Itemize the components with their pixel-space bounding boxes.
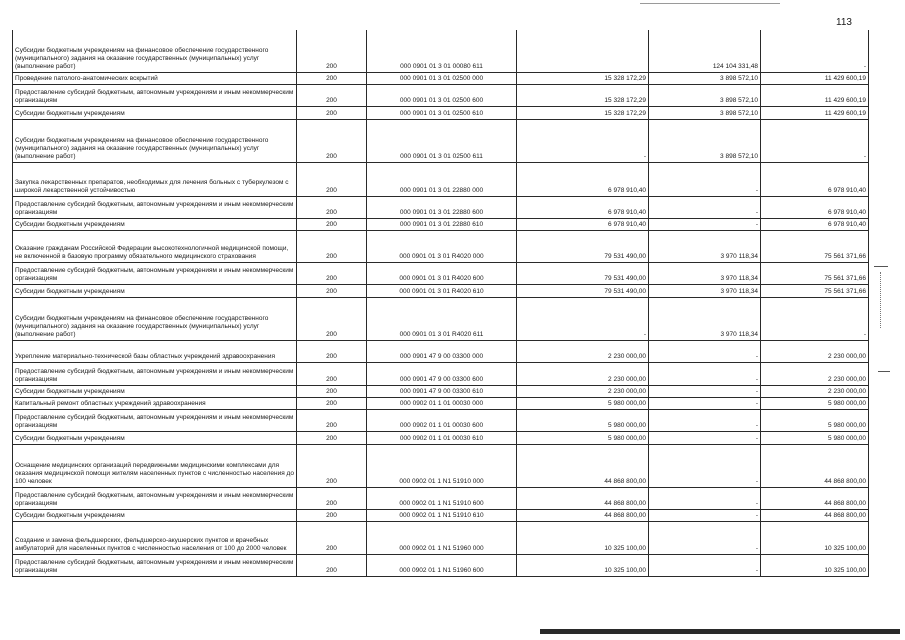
- row-name-cell: Предоставление субсидий бюджетным, автономным учреждениям и иным некоммерческим организациям: [13, 196, 297, 218]
- row-approved-cell: 2 230 000,00: [517, 385, 649, 397]
- row-name-cell: Создание и замена фельдшерских, фельдшерско-акушерских пунктов и врачебных амбулаторий для населенных пунктов с численностью населения от 100 до 2000 человек: [13, 521, 297, 554]
- row-executed-cell: -: [649, 385, 761, 397]
- row-name-cell: Предоставление субсидий бюджетным, автономным учреждениям и иным некоммерческим организациям: [13, 362, 297, 385]
- row-executed-cell: -: [649, 218, 761, 230]
- row-code-cell: 200: [297, 162, 367, 196]
- table-row: [13, 487, 869, 509]
- table-row: [13, 362, 869, 385]
- table-row: [13, 431, 869, 444]
- row-approved-cell: [517, 30, 649, 72]
- row-approved-cell: 15 328 172,29: [517, 72, 649, 84]
- table-row: [13, 119, 869, 162]
- row-executed-cell: -: [649, 444, 761, 487]
- table-body: [13, 30, 869, 576]
- row-name-cell: Субсидии бюджетным учреждениям: [13, 218, 297, 230]
- row-remaining-cell: 44 868 800,00: [761, 487, 869, 509]
- table-row: [13, 509, 869, 521]
- row-name-cell: Субсидии бюджетным учреждениям: [13, 509, 297, 521]
- row-remaining-cell: 11 429 600,19: [761, 84, 869, 106]
- table-row: [13, 30, 869, 72]
- row-name-cell: Субсидии бюджетным учреждениям: [13, 385, 297, 397]
- row-name-cell: Оказание гражданам Российской Федерации высокотехнологичной медицинской помощи, не включенной в базовую программу обязательного медицинского страхования: [13, 230, 297, 262]
- budget-table: [12, 30, 869, 577]
- row-approved-cell: 6 978 910,40: [517, 218, 649, 230]
- row-kbk-cell: 000 0901 01 3 01 02500 610: [367, 106, 517, 119]
- row-remaining-cell: 5 980 000,00: [761, 409, 869, 431]
- scan-edge-line: [640, 3, 780, 4]
- row-approved-cell: -: [517, 119, 649, 162]
- row-executed-cell: -: [649, 487, 761, 509]
- table-row: [13, 554, 869, 576]
- row-name-cell: Закупка лекарственных препаратов, необходимых для лечения больных с туберкулезом с широкой лекарственной устойчивостью: [13, 162, 297, 196]
- row-kbk-cell: 000 0902 01 1 01 00030 000: [367, 397, 517, 409]
- row-kbk-cell: 000 0901 01 3 01 R4020 000: [367, 230, 517, 262]
- row-approved-cell: 2 230 000,00: [517, 362, 649, 385]
- row-kbk-cell: 000 0901 01 3 01 22880 600: [367, 196, 517, 218]
- row-remaining-cell: 6 978 910,40: [761, 196, 869, 218]
- table-row: [13, 385, 869, 397]
- row-approved-cell: 44 868 800,00: [517, 444, 649, 487]
- row-remaining-cell: 10 325 100,00: [761, 521, 869, 554]
- table-row: [13, 297, 869, 340]
- row-executed-cell: -: [649, 362, 761, 385]
- row-code-cell: 200: [297, 230, 367, 262]
- row-kbk-cell: 000 0901 47 9 00 03300 610: [367, 385, 517, 397]
- row-remaining-cell: 6 978 910,40: [761, 218, 869, 230]
- row-executed-cell: -: [649, 162, 761, 196]
- row-code-cell: 200: [297, 385, 367, 397]
- row-approved-cell: 15 328 172,29: [517, 106, 649, 119]
- row-approved-cell: 6 978 910,40: [517, 162, 649, 196]
- table-row: [13, 409, 869, 431]
- row-code-cell: 200: [297, 397, 367, 409]
- row-code-cell: 200: [297, 362, 367, 385]
- row-kbk-cell: 000 0901 47 9 00 03300 600: [367, 362, 517, 385]
- row-kbk-cell: 000 0901 01 3 01 22880 000: [367, 162, 517, 196]
- row-approved-cell: 2 230 000,00: [517, 340, 649, 362]
- row-remaining-cell: -: [761, 119, 869, 162]
- row-remaining-cell: -: [761, 297, 869, 340]
- row-approved-cell: 5 980 000,00: [517, 397, 649, 409]
- table-row: [13, 230, 869, 262]
- row-kbk-cell: 000 0902 01 1 01 00030 600: [367, 409, 517, 431]
- row-executed-cell: -: [649, 431, 761, 444]
- row-remaining-cell: 75 561 371,66: [761, 262, 869, 284]
- row-kbk-cell: 000 0901 01 3 01 00080 611: [367, 30, 517, 72]
- row-code-cell: 200: [297, 521, 367, 554]
- row-code-cell: 200: [297, 487, 367, 509]
- row-kbk-cell: 000 0902 01 1 N1 51910 600: [367, 487, 517, 509]
- row-kbk-cell: 000 0902 01 1 N1 51960 600: [367, 554, 517, 576]
- row-remaining-cell: 5 980 000,00: [761, 431, 869, 444]
- row-executed-cell: -: [649, 397, 761, 409]
- row-code-cell: 200: [297, 119, 367, 162]
- row-remaining-cell: 2 230 000,00: [761, 340, 869, 362]
- row-code-cell: 200: [297, 106, 367, 119]
- row-kbk-cell: 000 0901 01 3 01 02500 611: [367, 119, 517, 162]
- table-row: [13, 521, 869, 554]
- row-executed-cell: -: [649, 409, 761, 431]
- row-executed-cell: -: [649, 521, 761, 554]
- row-name-cell: Субсидии бюджетным учреждениям: [13, 284, 297, 297]
- row-approved-cell: 79 531 490,00: [517, 262, 649, 284]
- row-code-cell: 200: [297, 284, 367, 297]
- row-executed-cell: 3 898 572,10: [649, 119, 761, 162]
- table-row: [13, 218, 869, 230]
- row-remaining-cell: 2 230 000,00: [761, 385, 869, 397]
- row-kbk-cell: 000 0902 01 1 01 00030 610: [367, 431, 517, 444]
- row-kbk-cell: 000 0901 01 3 01 22880 610: [367, 218, 517, 230]
- row-name-cell: Предоставление субсидий бюджетным, автономным учреждениям и иным некоммерческим организациям: [13, 409, 297, 431]
- row-executed-cell: -: [649, 196, 761, 218]
- row-name-cell: Укрепление материально-технической базы областных учреждений здравоохранения: [13, 340, 297, 362]
- row-kbk-cell: 000 0902 01 1 N1 51960 000: [367, 521, 517, 554]
- table-row: [13, 262, 869, 284]
- table-row: [13, 196, 869, 218]
- row-executed-cell: 3 898 572,10: [649, 72, 761, 84]
- row-remaining-cell: 44 868 800,00: [761, 444, 869, 487]
- table-row: [13, 284, 869, 297]
- table-row: [13, 444, 869, 487]
- row-code-cell: 200: [297, 262, 367, 284]
- row-executed-cell: 3 898 572,10: [649, 84, 761, 106]
- page-number: 113: [836, 17, 852, 28]
- margin-scan-mark: [874, 266, 888, 267]
- row-remaining-cell: 75 561 371,66: [761, 230, 869, 262]
- row-approved-cell: 44 868 800,00: [517, 509, 649, 521]
- row-remaining-cell: 5 980 000,00: [761, 397, 869, 409]
- row-kbk-cell: 000 0902 01 1 N1 51910 000: [367, 444, 517, 487]
- row-executed-cell: 3 970 118,34: [649, 262, 761, 284]
- table-row: [13, 106, 869, 119]
- row-code-cell: 200: [297, 218, 367, 230]
- row-executed-cell: -: [649, 340, 761, 362]
- row-approved-cell: 10 325 100,00: [517, 521, 649, 554]
- row-kbk-cell: 000 0901 01 3 01 R4020 600: [367, 262, 517, 284]
- row-approved-cell: 79 531 490,00: [517, 230, 649, 262]
- row-code-cell: 200: [297, 30, 367, 72]
- row-remaining-cell: 44 868 800,00: [761, 509, 869, 521]
- row-approved-cell: 6 978 910,40: [517, 196, 649, 218]
- row-executed-cell: -: [649, 554, 761, 576]
- table-row: [13, 397, 869, 409]
- row-executed-cell: -: [649, 509, 761, 521]
- row-name-cell: Предоставление субсидий бюджетным, автономным учреждениям и иным некоммерческим организациям: [13, 262, 297, 284]
- row-remaining-cell: 2 230 000,00: [761, 362, 869, 385]
- row-kbk-cell: 000 0901 01 3 01 R4020 610: [367, 284, 517, 297]
- row-name-cell: Субсидии бюджетным учреждениям на финансовое обеспечение государственного (муниципального) задания на оказание государственных (муниципальных) услуг (выполнение работ): [13, 119, 297, 162]
- row-approved-cell: 5 980 000,00: [517, 431, 649, 444]
- row-code-cell: 200: [297, 444, 367, 487]
- margin-scan-mark: [878, 371, 890, 372]
- row-name-cell: Предоставление субсидий бюджетным, автономным учреждениям и иным некоммерческим организациям: [13, 84, 297, 106]
- row-remaining-cell: 11 429 600,19: [761, 72, 869, 84]
- row-executed-cell: 3 970 118,34: [649, 230, 761, 262]
- row-code-cell: 200: [297, 431, 367, 444]
- row-remaining-cell: -: [761, 30, 869, 72]
- table-row: [13, 162, 869, 196]
- row-executed-cell: 124 104 331,48: [649, 30, 761, 72]
- row-executed-cell: 3 970 118,34: [649, 297, 761, 340]
- scan-edge-bar: [540, 629, 900, 634]
- row-name-cell: Предоставление субсидий бюджетным, автономным учреждениям и иным некоммерческим организациям: [13, 554, 297, 576]
- row-name-cell: Капитальный ремонт областных учреждений здравоохранения: [13, 397, 297, 409]
- row-approved-cell: 5 980 000,00: [517, 409, 649, 431]
- row-kbk-cell: 000 0901 01 3 01 02500 000: [367, 72, 517, 84]
- row-name-cell: Субсидии бюджетным учреждениям: [13, 431, 297, 444]
- row-kbk-cell: 000 0901 01 3 01 02500 600: [367, 84, 517, 106]
- row-name-cell: Оснащение медицинских организаций передвижными медицинскими комплексами для оказания медицинской помощи жителям населенных пунктов с численностью населения до 100 человек: [13, 444, 297, 487]
- row-approved-cell: -: [517, 297, 649, 340]
- row-name-cell: Субсидии бюджетным учреждениям на финансовое обеспечение государственного (муниципального) задания на оказание государственных (муниципальных) услуг (выполнение работ): [13, 30, 297, 72]
- table-row: [13, 340, 869, 362]
- row-code-cell: 200: [297, 340, 367, 362]
- row-approved-cell: 79 531 490,00: [517, 284, 649, 297]
- row-kbk-cell: 000 0901 01 3 01 R4020 611: [367, 297, 517, 340]
- row-remaining-cell: 6 978 910,40: [761, 162, 869, 196]
- row-kbk-cell: 000 0901 47 9 00 03300 000: [367, 340, 517, 362]
- row-code-cell: 200: [297, 72, 367, 84]
- row-name-cell: Субсидии бюджетным учреждениям: [13, 106, 297, 119]
- row-executed-cell: 3 898 572,10: [649, 106, 761, 119]
- row-approved-cell: 44 868 800,00: [517, 487, 649, 509]
- row-approved-cell: 15 328 172,29: [517, 84, 649, 106]
- row-kbk-cell: 000 0902 01 1 N1 51910 610: [367, 509, 517, 521]
- row-executed-cell: 3 970 118,34: [649, 284, 761, 297]
- row-code-cell: 200: [297, 196, 367, 218]
- table-row: [13, 72, 869, 84]
- row-name-cell: Предоставление субсидий бюджетным, автономным учреждениям и иным некоммерческим организациям: [13, 487, 297, 509]
- row-approved-cell: 10 325 100,00: [517, 554, 649, 576]
- row-code-cell: 200: [297, 84, 367, 106]
- row-remaining-cell: 10 325 100,00: [761, 554, 869, 576]
- table-row: [13, 84, 869, 106]
- row-name-cell: Субсидии бюджетным учреждениям на финансовое обеспечение государственного (муниципального) задания на оказание государственных (муниципальных) услуг (выполнение работ): [13, 297, 297, 340]
- row-remaining-cell: 75 561 371,66: [761, 284, 869, 297]
- row-code-cell: 200: [297, 509, 367, 521]
- margin-scan-mark: [880, 272, 881, 328]
- row-code-cell: 200: [297, 554, 367, 576]
- row-name-cell: Проведение патолого-анатомических вскрытий: [13, 72, 297, 84]
- row-code-cell: 200: [297, 409, 367, 431]
- row-code-cell: 200: [297, 297, 367, 340]
- row-remaining-cell: 11 429 600,19: [761, 106, 869, 119]
